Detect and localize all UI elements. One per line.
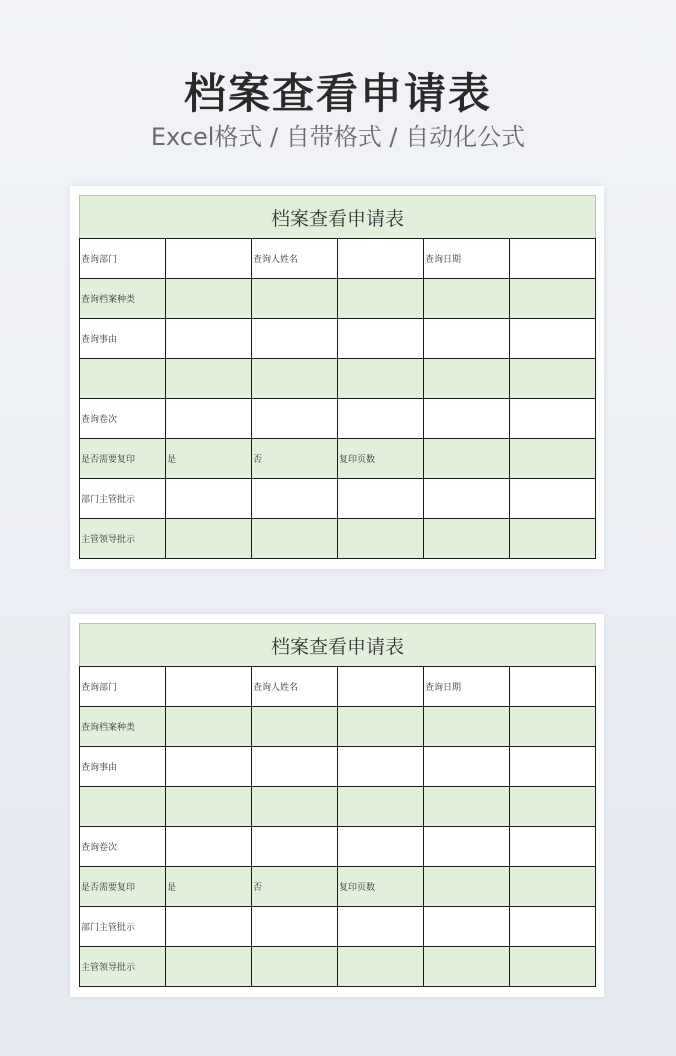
form-input-cell[interactable]: [510, 707, 596, 747]
form-row: [80, 747, 596, 787]
form-title: 档案查看申请表: [80, 624, 596, 667]
form-label-cell: 查询日期: [424, 667, 510, 707]
form-input-cell[interactable]: [252, 827, 338, 867]
form-card-2: [70, 614, 604, 997]
form-input-cell[interactable]: [510, 399, 596, 439]
form-input-cell[interactable]: [252, 947, 338, 987]
form-input-cell[interactable]: [338, 519, 424, 559]
form-input-cell[interactable]: [166, 947, 252, 987]
form-label-cell: 是否需要复印: [80, 867, 166, 907]
form-label-cell: 查询人姓名: [252, 239, 338, 279]
form-input-cell[interactable]: [424, 907, 510, 947]
form-row: [80, 279, 596, 319]
form-label-cell: 查询事由: [80, 747, 166, 787]
form-label-cell: 查询档案种类: [80, 707, 166, 747]
form-input-cell[interactable]: [510, 239, 596, 279]
form-input-cell[interactable]: [338, 707, 424, 747]
form-input-cell[interactable]: [166, 479, 252, 519]
form-input-cell[interactable]: [338, 359, 424, 399]
form-label-cell: 是: [166, 439, 252, 479]
form-input-cell[interactable]: [166, 519, 252, 559]
form-row: [80, 707, 596, 747]
form-input-cell[interactable]: [166, 787, 252, 827]
form-input-cell[interactable]: [424, 279, 510, 319]
form-label-cell: 查询卷次: [80, 827, 166, 867]
form-label-cell: 否: [252, 867, 338, 907]
form-input-cell[interactable]: [166, 707, 252, 747]
form-input-cell[interactable]: [80, 787, 166, 827]
form-label-cell: 部门主管批示: [80, 907, 166, 947]
form-row: [80, 907, 596, 947]
form-input-cell[interactable]: [338, 479, 424, 519]
form-label-cell: 是: [166, 867, 252, 907]
form-label-cell: 查询部门: [80, 239, 166, 279]
form-row: [80, 787, 596, 827]
form-input-cell[interactable]: [338, 667, 424, 707]
form-row: [80, 239, 596, 279]
form-input-cell[interactable]: [338, 239, 424, 279]
form-input-cell[interactable]: [338, 947, 424, 987]
form-input-cell[interactable]: [510, 787, 596, 827]
form-label-cell: 查询人姓名: [252, 667, 338, 707]
form-input-cell[interactable]: [338, 747, 424, 787]
form-table-1: [79, 195, 596, 559]
form-input-cell[interactable]: [510, 867, 596, 907]
form-input-cell[interactable]: [166, 239, 252, 279]
form-input-cell[interactable]: [424, 827, 510, 867]
form-input-cell[interactable]: [510, 827, 596, 867]
form-input-cell[interactable]: [424, 399, 510, 439]
form-label-cell: 查询卷次: [80, 399, 166, 439]
form-row: [80, 319, 596, 359]
form-row: [80, 399, 596, 439]
form-input-cell[interactable]: [166, 827, 252, 867]
form-label-cell: 否: [252, 439, 338, 479]
form-input-cell[interactable]: [166, 359, 252, 399]
form-label-cell: 查询日期: [424, 239, 510, 279]
form-input-cell[interactable]: [424, 787, 510, 827]
form-input-cell[interactable]: [510, 519, 596, 559]
form-input-cell[interactable]: [424, 947, 510, 987]
form-label-cell: 主管领导批示: [80, 519, 166, 559]
form-label-cell: 查询部门: [80, 667, 166, 707]
form-input-cell[interactable]: [252, 747, 338, 787]
form-row: [80, 947, 596, 987]
form-input-cell[interactable]: [166, 907, 252, 947]
form-input-cell[interactable]: [424, 519, 510, 559]
form-card-1: [70, 186, 604, 569]
form-table-2: [79, 623, 596, 987]
form-input-cell[interactable]: [424, 747, 510, 787]
form-row: [80, 359, 596, 399]
form-input-cell[interactable]: [166, 747, 252, 787]
form-input-cell[interactable]: [510, 667, 596, 707]
form-input-cell[interactable]: [338, 399, 424, 439]
form-row: [80, 667, 596, 707]
form-label-cell: 复印页数: [338, 439, 424, 479]
form-input-cell[interactable]: [510, 359, 596, 399]
form-row: [80, 867, 596, 907]
form-input-cell[interactable]: [424, 359, 510, 399]
form-input-cell[interactable]: [510, 907, 596, 947]
form-row: [80, 827, 596, 867]
form-input-cell[interactable]: [510, 747, 596, 787]
form-input-cell[interactable]: [510, 279, 596, 319]
form-input-cell[interactable]: [338, 787, 424, 827]
form-input-cell[interactable]: [252, 787, 338, 827]
form-input-cell[interactable]: [252, 479, 338, 519]
form-label-cell: 部门主管批示: [80, 479, 166, 519]
form-input-cell[interactable]: [166, 399, 252, 439]
form-input-cell[interactable]: [166, 667, 252, 707]
form-input-cell[interactable]: [510, 439, 596, 479]
form-label-cell: 复印页数: [338, 867, 424, 907]
page-subtitle: Excel格式 / 自带格式 / 自动化公式: [150, 123, 526, 151]
form-input-cell[interactable]: [252, 319, 338, 359]
form-input-cell[interactable]: [510, 479, 596, 519]
form-row: [80, 519, 596, 559]
form-input-cell[interactable]: [338, 827, 424, 867]
form-input-cell[interactable]: [252, 359, 338, 399]
form-input-cell[interactable]: [510, 947, 596, 987]
form-label-cell: 查询事由: [80, 319, 166, 359]
form-input-cell[interactable]: [252, 399, 338, 439]
form-input-cell[interactable]: [510, 319, 596, 359]
form-title: 档案查看申请表: [80, 196, 596, 239]
form-label-cell: 主管领导批示: [80, 947, 166, 987]
form-label-cell: 是否需要复印: [80, 439, 166, 479]
form-input-cell[interactable]: [252, 907, 338, 947]
form-input-cell[interactable]: [166, 319, 252, 359]
form-row: [80, 479, 596, 519]
form-input-cell[interactable]: [252, 519, 338, 559]
form-input-cell[interactable]: [424, 439, 510, 479]
form-input-cell[interactable]: [80, 359, 166, 399]
form-input-cell[interactable]: [424, 479, 510, 519]
form-input-cell[interactable]: [252, 279, 338, 319]
form-input-cell[interactable]: [338, 279, 424, 319]
form-input-cell[interactable]: [424, 867, 510, 907]
form-label-cell: 查询档案种类: [80, 279, 166, 319]
form-input-cell[interactable]: [338, 319, 424, 359]
form-row: [80, 439, 596, 479]
form-input-cell[interactable]: [338, 907, 424, 947]
form-input-cell[interactable]: [424, 707, 510, 747]
form-input-cell[interactable]: [166, 279, 252, 319]
form-input-cell[interactable]: [424, 319, 510, 359]
page-title: 档案查看申请表: [183, 69, 492, 118]
form-input-cell[interactable]: [252, 707, 338, 747]
